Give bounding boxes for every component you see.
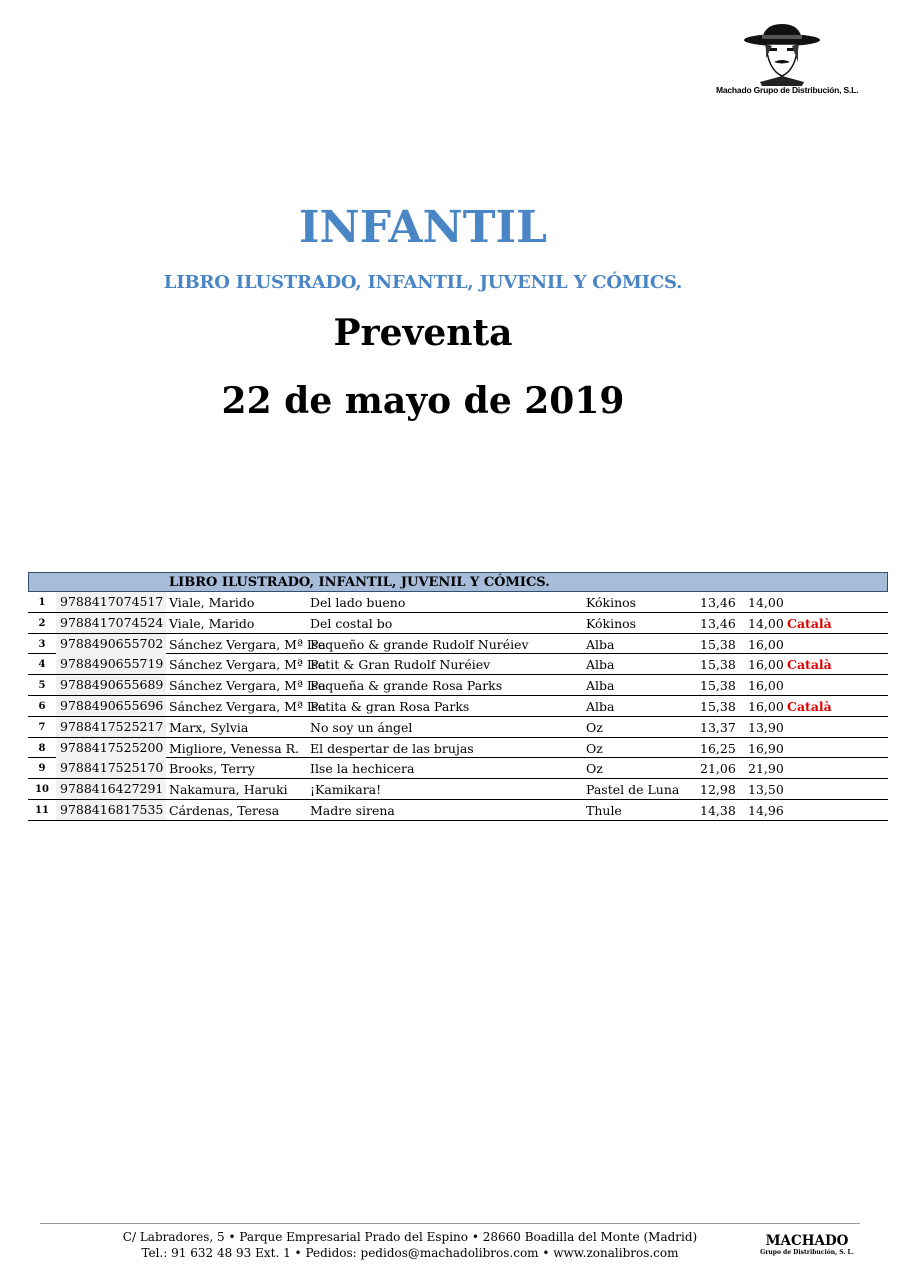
book-title-cell: Ilse la hechicera [310,761,415,777]
price-net-cell: 16,25 [700,740,736,756]
table-row [28,717,888,738]
price-net-cell: 15,38 [700,657,736,673]
publisher-cell: Alba [586,657,615,673]
author-cell: Nakamura, Haruki [169,782,288,798]
price-net-cell: 15,38 [700,678,736,694]
price-net-cell: 15,38 [700,698,736,714]
isbn-cell: 9788490655689 [56,675,166,695]
author-cell: Brooks, Terry [169,761,255,777]
book-title-cell: ¡Kamikara! [310,782,382,798]
row-number: 6 [38,700,46,712]
publisher-cell: Kókinos [586,615,637,631]
publisher-cell: Oz [586,740,603,756]
price-net-cell: 13,46 [700,595,736,610]
price-cell: 16,00 [748,698,784,714]
publisher-cell: Thule [586,802,622,818]
publisher-cell: Oz [586,719,603,735]
price-cell: 21,90 [748,761,784,777]
table-row [28,738,888,759]
row-number: 11 [35,804,49,816]
table-section-header [28,572,888,592]
price-cell: 13,50 [748,782,784,798]
table-row [28,800,888,821]
isbn-cell: 9788417074517 [56,592,166,612]
isbn-cell: 9788490655719 [56,654,166,674]
row-number: 4 [38,659,46,671]
table-row [28,592,888,613]
table-row [28,613,888,634]
author-cell: Sánchez Vergara, Mª Isa [169,657,326,673]
presale-date: 22 de mayo de 2019 [221,380,625,422]
books-table [28,572,888,821]
author-cell: Marx, Sylvia [169,719,249,735]
row-number: 7 [38,721,46,733]
author-cell: Migliore, Venessa R. [169,740,300,756]
price-cell: 16,00 [748,636,784,652]
page-subtitle: LIBRO ILUSTRADO, INFANTIL, JUVENIL Y CÓMICS. [163,272,683,293]
company-logo [702,22,859,102]
book-title-cell: Del lado bueno [310,595,406,610]
table-section-title: LIBRO ILUSTRADO, INFANTIL, JUVENIL Y CÓMICS. [169,575,550,590]
page-title: INFANTIL [298,202,548,253]
isbn-cell: 9788416427291 [56,779,166,799]
book-title-cell: Petit & Gran Rudolf Nuréiev [310,657,491,673]
price-net-cell: 21,06 [700,761,736,777]
book-title-cell: Del costal bo [310,615,393,631]
author-cell: Cárdenas, Teresa [169,802,280,818]
footer-brand-sub: Grupo de Distribución, S. L. [760,1249,854,1256]
footer-brand-name: MACHADO [765,1233,849,1249]
price-net-cell: 15,38 [700,636,736,652]
row-number: 8 [38,742,46,754]
publisher-cell: Alba [586,698,615,714]
row-number: 5 [38,680,46,692]
footer-brand [752,1233,862,1256]
price-cell: 13,90 [748,719,784,735]
table-row [28,779,888,800]
isbn-cell: 9788417525217 [56,717,166,737]
author-cell: Sánchez Vergara, Mª Isa [169,698,326,714]
book-title-cell: No soy un ángel [310,719,413,735]
book-title-cell: Madre sirena [310,802,395,818]
language-cell: Català [787,657,832,673]
publisher-cell: Alba [586,636,615,652]
table-row [28,675,888,696]
price-cell: 14,00 [748,615,784,631]
table-row [28,634,888,655]
author-cell: Viale, Marido [169,595,255,610]
row-number: 9 [38,763,46,775]
price-net-cell: 14,38 [700,802,736,818]
publisher-cell: Pastel de Luna [586,782,680,798]
footer-address-block [40,1229,780,1261]
row-number: 2 [38,617,46,629]
price-cell: 16,00 [748,657,784,673]
footer-contact: Tel.: 91 632 48 93 Ext. 1 • Pedidos: pedidos@machadolibros.com • www.zonalibros.com [141,1246,679,1260]
author-cell: Sánchez Vergara, Mª Isa [169,678,326,694]
isbn-cell: 9788490655702 [56,634,166,654]
table-row [28,654,888,675]
row-number: 1 [38,597,46,608]
book-title-cell: El despertar de las brujas [310,740,474,756]
language-cell: Català [787,698,832,714]
table-row [28,696,888,717]
author-cell: Sánchez Vergara, Mª Isa [169,636,326,652]
row-number: 10 [35,784,49,796]
book-title-cell: Petita & gran Rosa Parks [310,698,470,714]
price-net-cell: 12,98 [700,782,736,798]
footer-divider [40,1223,860,1224]
publisher-cell: Kókinos [586,595,637,610]
isbn-cell: 9788416817535 [56,800,166,820]
table-row [28,758,888,779]
publisher-cell: Oz [586,761,603,777]
isbn-cell: 9788417525170 [56,758,166,778]
presale-heading: Preventa [333,312,513,354]
price-cell: 14,96 [748,802,784,818]
table-body [28,592,888,821]
author-cell: Viale, Marido [169,615,255,631]
publisher-cell: Alba [586,678,615,694]
price-net-cell: 13,37 [700,719,736,735]
row-number: 3 [38,638,46,650]
language-cell: Català [787,615,832,631]
price-net-cell: 13,46 [700,615,736,631]
isbn-cell: 9788417525200 [56,738,166,758]
price-cell: 16,00 [748,678,784,694]
price-cell: 14,00 [748,595,784,610]
price-cell: 16,90 [748,740,784,756]
book-title-cell: Pequeño & grande Rudolf Nuréiev [310,636,529,652]
isbn-cell: 9788490655696 [56,696,166,716]
isbn-cell: 9788417074524 [56,613,166,633]
footer-address: C/ Labradores, 5 • Parque Empresarial Prado del Espino • 28660 Boadilla del Monte (Madrid) [122,1230,698,1244]
book-title-cell: Pequeña & grande Rosa Parks [310,678,503,694]
logo-caption: Machado Grupo de Distribución, S.L. [716,85,859,95]
